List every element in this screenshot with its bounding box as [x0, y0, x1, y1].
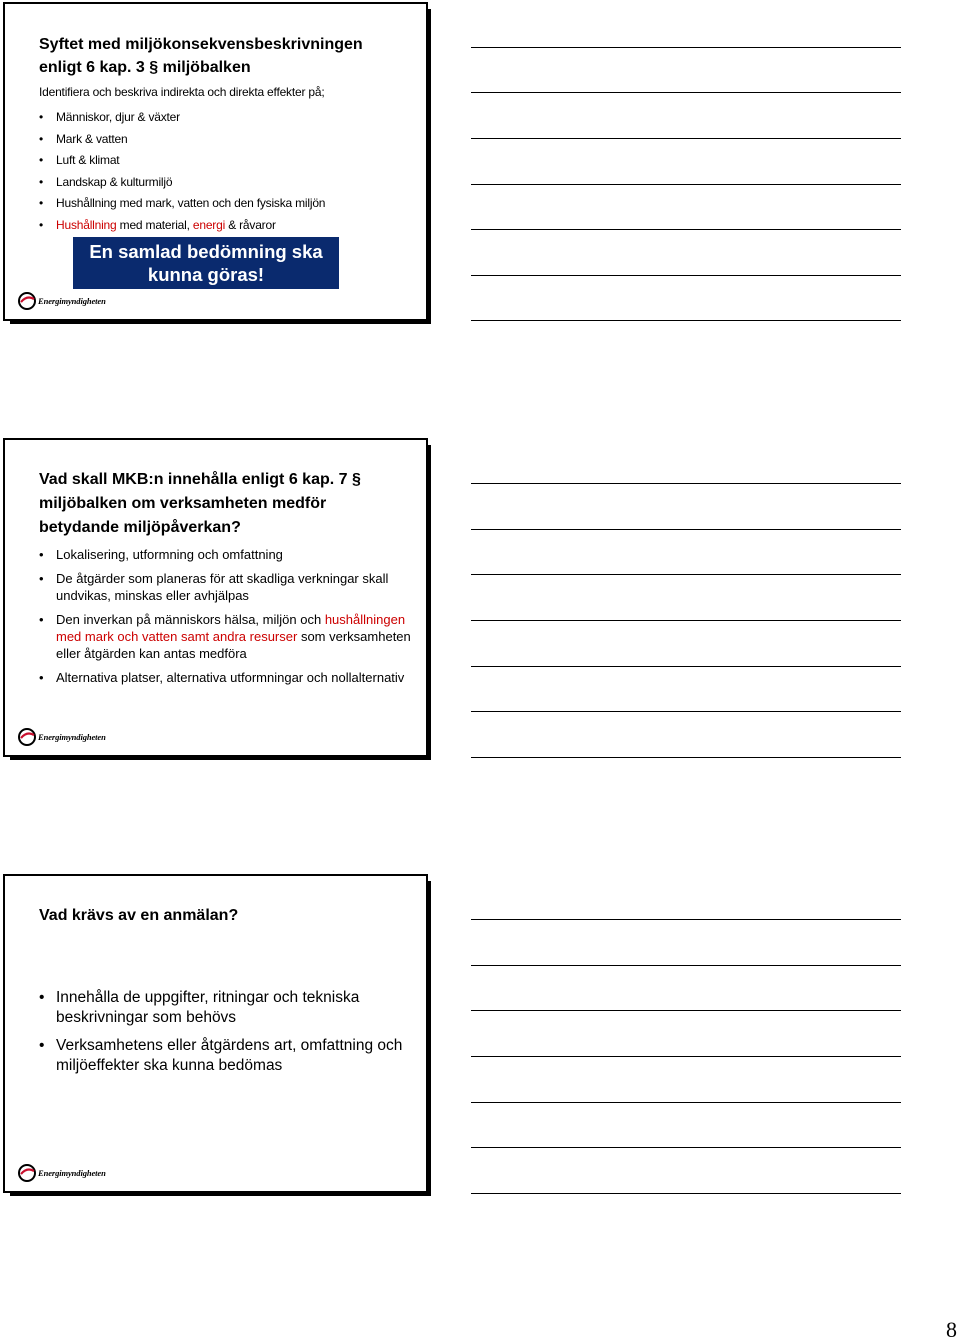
list-item: • Människor, djur & växter	[39, 107, 412, 129]
slide-1	[3, 2, 428, 321]
note-line	[471, 711, 901, 712]
page-number: 8	[946, 1317, 957, 1342]
note-line	[471, 229, 901, 230]
list-item: • Landskap & kulturmiljö	[39, 172, 412, 194]
note-line	[471, 1102, 901, 1103]
logo-mark-icon	[17, 1163, 37, 1183]
list-item: • De åtgärder som planeras för att skadliga verkningar skall undvikas, minskas eller avhjälpas	[39, 570, 412, 604]
slide-3	[3, 874, 428, 1193]
energimyndigheten-logo: Energimyndigheten	[17, 1163, 106, 1183]
list-item: • Alternativa platser, alternativa utformningar och nollalternativ	[39, 669, 412, 686]
slide-2-title: Vad skall MKB:n innehålla enligt 6 kap. 7 § miljöbalken om verksamheten medför betydande miljöpåverkan?	[39, 471, 361, 536]
summary-callout: En samlad bedömning ska kunna göras!	[73, 237, 339, 289]
list-item: • Luft & klimat	[39, 150, 412, 172]
note-line	[471, 138, 901, 139]
list-item: • Innehålla de uppgifter, ritningar och tekniska beskrivningar som behövs	[39, 988, 406, 1028]
note-line	[471, 275, 901, 276]
list-item: • Den inverkan på människors hälsa, miljön och hushållningen med mark och vatten samt andra resurser som verksamheten eller åtgärden kan antas medföra	[39, 611, 412, 662]
logo-mark-icon	[17, 291, 37, 311]
note-line	[471, 1193, 901, 1194]
slide-3-bullet-list	[39, 988, 406, 1076]
note-line	[471, 47, 901, 48]
list-item: • Hushållning med material, energi & råvaror	[39, 215, 412, 237]
note-line	[471, 1056, 901, 1057]
note-line	[471, 1147, 901, 1148]
logo-mark-icon	[17, 727, 37, 747]
list-item: • Mark & vatten	[39, 129, 412, 151]
note-line	[471, 184, 901, 185]
note-line	[471, 757, 901, 758]
slide-1-bullet-list	[39, 107, 412, 236]
note-line	[471, 529, 901, 530]
note-line	[471, 574, 901, 575]
note-line	[471, 965, 901, 966]
slide-2-bullet-list	[39, 546, 412, 686]
note-line	[471, 92, 901, 93]
note-line	[471, 483, 901, 484]
note-line	[471, 919, 901, 920]
note-line	[471, 666, 901, 667]
list-item: • Hushållning med mark, vatten och den fysiska miljön	[39, 193, 412, 215]
slide-3-title: Vad krävs av en anmälan?	[39, 907, 239, 924]
slide-1-title: Syftet med miljökonsekvensbeskrivningen enligt 6 kap. 3 § miljöbalken	[39, 36, 363, 76]
slide-1-intro: Identifiera och beskriva indirekta och direkta effekter på;	[39, 85, 325, 99]
note-line	[471, 320, 901, 321]
note-line	[471, 620, 901, 621]
list-item: • Verksamhetens eller åtgärdens art, omfattning och miljöeffekter ska kunna bedömas	[39, 1036, 406, 1076]
energimyndigheten-logo: Energimyndigheten	[17, 727, 106, 747]
slide-2	[3, 438, 428, 757]
list-item: • Lokalisering, utformning och omfattning	[39, 546, 412, 563]
note-line	[471, 1010, 901, 1011]
energimyndigheten-logo: Energimyndigheten	[17, 291, 106, 311]
